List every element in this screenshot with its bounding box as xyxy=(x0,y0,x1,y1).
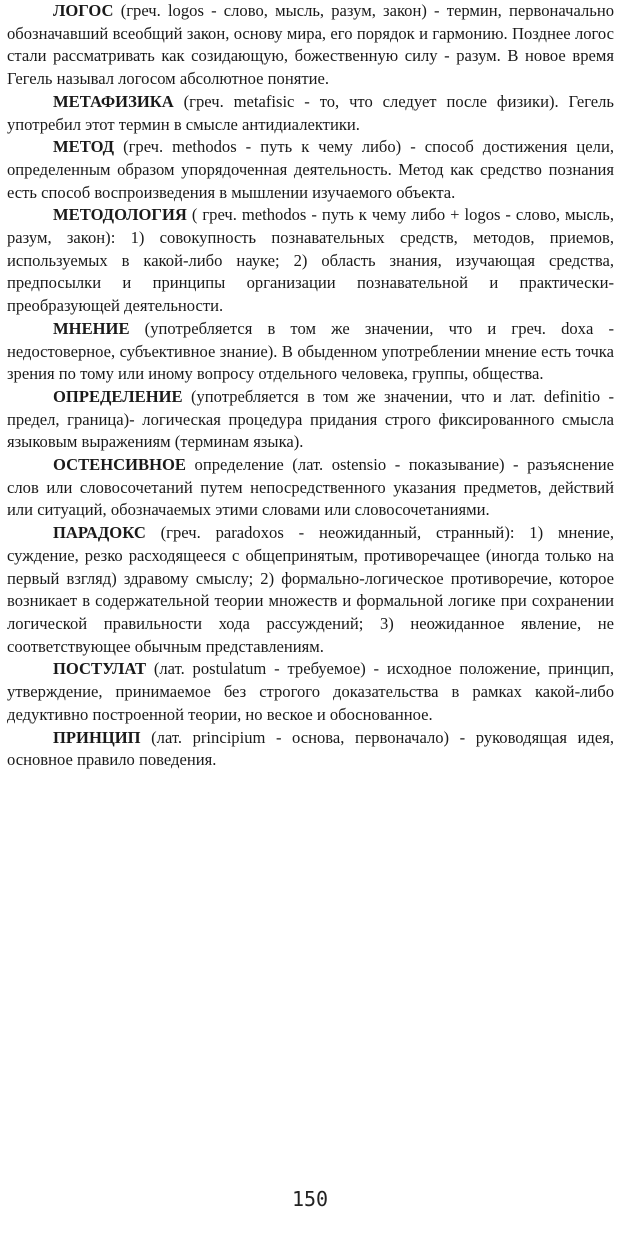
glossary-entry-metafizika xyxy=(7,91,614,136)
glossary-term: ПОСТУЛАТ xyxy=(53,659,147,679)
glossary-definition: (греч. logos - слово, мысль, разум, закон) - термин, первоначально обозначавший всеобщий закон, основу мира, его порядок и гармонию. Позднее логос стали рассматривать как созидающую, божественную силу - разум. В новое время Гегель называл логосом абсолютное понятие. xyxy=(7,1,615,89)
glossary-definition: (греч. methodos - путь к чему либо) - способ достижения цели, определенным образом упорядоченная деятельность. Метод как средство познания есть способ воспроизведения в мышлении изучаемого объекта. xyxy=(7,137,614,202)
glossary-entry-logos xyxy=(7,0,614,91)
glossary-entry-metodologiya xyxy=(7,204,614,318)
glossary-term: МЕТАФИЗИКА xyxy=(53,91,174,111)
glossary-definition: (употребляется в том же значении, что и лат. definitio - предел, граница)- логическая процедура придания строго фиксированного смысла языковым выражениям (терминам языка). xyxy=(7,386,615,452)
glossary-term: ОСТЕНСИВНОЕ xyxy=(53,455,186,475)
glossary-entry-paradoks xyxy=(7,522,614,658)
glossary-entry-princip xyxy=(7,727,614,772)
glossary-definition: определение (лат. ostensio - показывание) - разъяснение слов или словосочетаний путем непосредственного указания предметов, действий или ситуаций, обозначаемых этими словами или словосочетаниями. xyxy=(7,455,614,520)
glossary-entry-postulat xyxy=(7,658,614,726)
glossary-entry-mnenie xyxy=(7,318,614,386)
glossary-entries xyxy=(7,0,614,772)
glossary-term: ЛОГОС xyxy=(53,1,114,20)
glossary-term: ОПРЕДЕЛЕНИЕ xyxy=(53,386,183,406)
glossary-definition: (греч. metafisic - то, что следует после физики). Гегель употребил этот термин в смысле антидиалектики. xyxy=(7,91,614,134)
glossary-entry-opredelenie xyxy=(7,386,614,454)
glossary-definition: (лат. principium - основа, первоначало) - руководящая идея, основное правило поведения. xyxy=(7,727,614,770)
glossary-term: МНЕНИЕ xyxy=(53,318,130,338)
glossary-entry-ostensivnoe xyxy=(7,454,614,522)
glossary-definition: ( греч. methodos - путь к чему либо + logos - слово, мысль, разум, закон): 1) совокупность познавательных средств, методов, приемов, используемых в какой-либо науке; 2) область знания, изучающая средства, предпосылки и принципы организации познавательной и практически-преобразующей деятельности. xyxy=(7,205,614,316)
glossary-term: МЕТОД xyxy=(53,137,115,157)
glossary-definition: (лат. postulatum - требуемое) - исходное положение, принцип, утверждение, принимаемое без строгого доказательства в рамках какой-либо дедуктивно построенной теории, но веское и обоснованное. xyxy=(7,659,614,724)
glossary-term: ПРИНЦИП xyxy=(53,727,141,747)
glossary-definition: (греч. paradoxos - неожиданный, странный): 1) мнение, суждение, резко расходящееся с общепринятым, противоречащее (иногда только на первый взгляд) здравому смыслу; 2) формально-логическое противоречие, которое возникает в содержательной теории множеств и формальной логике при сохранении логической правильности хода рассуждений; 3) неожиданное явление, не соответствующее обычным представлениям. xyxy=(7,523,614,656)
glossary-term: ПАРАДОКС xyxy=(53,523,146,543)
glossary-definition: (употребляется в том же значении, что и греч. doxa - недостоверное, субъективное знание). В обыденном употреблении мнение есть точка зрения по тому или иному вопросу отдельного человека, группы, общества. xyxy=(7,318,614,384)
glossary-term: МЕТОДОЛОГИЯ xyxy=(53,205,187,225)
page-number: 150 xyxy=(291,1187,329,1211)
glossary-entry-metod xyxy=(7,136,614,204)
